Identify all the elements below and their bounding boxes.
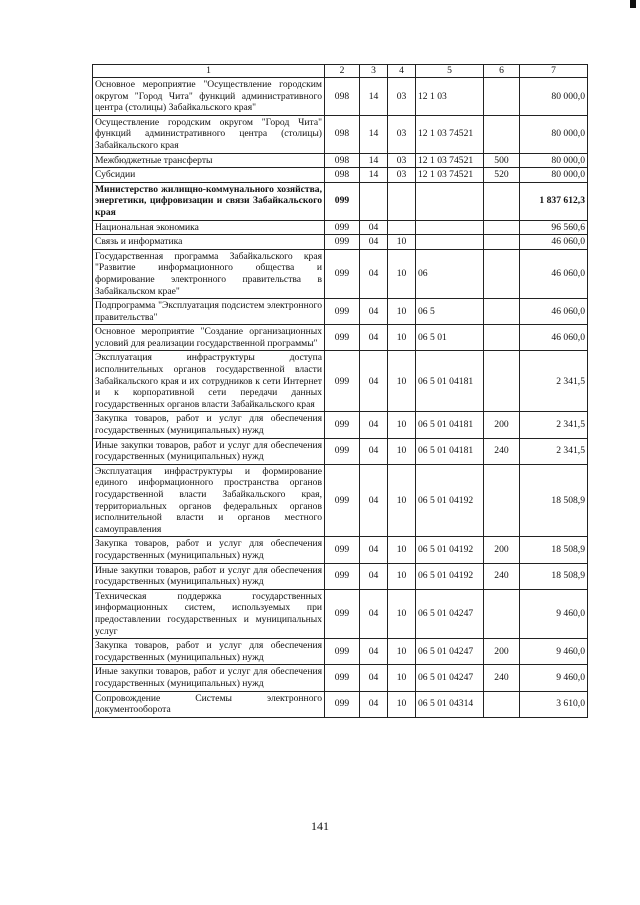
cell-expense-type: 200	[484, 537, 520, 563]
cell-expense-type: 500	[484, 153, 520, 168]
cell-amount: 46 060,0	[520, 299, 588, 325]
header-col-5: 5	[416, 65, 484, 78]
cell-expense-type: 240	[484, 665, 520, 691]
cell-section-code: 04	[360, 438, 388, 464]
cell-name: Эксплуатация инфраструктуры доступа исполнительных органов государственной власти Забайкальского края и их сотрудников к сети Интернет и к корпоративной сети передачи данных государственных органов власти Забайкальского края	[93, 351, 325, 412]
cell-amount: 9 460,0	[520, 589, 588, 638]
cell-target-article	[416, 220, 484, 235]
cell-amount: 18 508,9	[520, 563, 588, 589]
cell-expense-type	[484, 589, 520, 638]
cell-subsection-code	[388, 182, 416, 220]
cell-expense-type	[484, 78, 520, 116]
cell-amount: 2 341,5	[520, 351, 588, 412]
cell-ved-code: 098	[325, 153, 360, 168]
cell-ved-code: 099	[325, 464, 360, 537]
cell-name: Эксплуатация инфраструктуры и формирование единого информационного пространства органов государственной власти Забайкальского края, территориальных органов федеральных органов исполнительной власти и органов местного самоуправления	[93, 464, 325, 537]
cell-target-article: 06 5 01 04181	[416, 351, 484, 412]
cell-amount: 9 460,0	[520, 639, 588, 665]
cell-section-code: 04	[360, 351, 388, 412]
cell-amount: 18 508,9	[520, 464, 588, 537]
cell-name: Субсидии	[93, 168, 325, 183]
cell-amount: 46 060,0	[520, 249, 588, 298]
cell-target-article: 06 5 01 04247	[416, 589, 484, 638]
cell-target-article: 06 5 01	[416, 325, 484, 351]
cell-amount: 1 837 612,3	[520, 182, 588, 220]
table-row	[93, 299, 588, 325]
cell-section-code: 04	[360, 464, 388, 537]
cell-target-article: 06	[416, 249, 484, 298]
cell-expense-type: 200	[484, 639, 520, 665]
table-row	[93, 220, 588, 235]
cell-amount: 80 000,0	[520, 115, 588, 153]
cell-target-article: 06 5 01 04314	[416, 691, 484, 717]
cell-name: Закупка товаров, работ и услуг для обеспечения государственных (муниципальных) нужд	[93, 639, 325, 665]
cell-amount: 46 060,0	[520, 235, 588, 250]
cell-ved-code: 099	[325, 438, 360, 464]
cell-section-code: 04	[360, 589, 388, 638]
cell-amount: 96 560,6	[520, 220, 588, 235]
cell-ved-code: 098	[325, 78, 360, 116]
cell-subsection-code: 10	[388, 351, 416, 412]
table-body	[93, 78, 588, 718]
cell-target-article: 12 1 03	[416, 78, 484, 116]
cell-expense-type	[484, 235, 520, 250]
cell-subsection-code: 10	[388, 589, 416, 638]
cell-amount: 80 000,0	[520, 78, 588, 116]
table-row	[93, 412, 588, 438]
cell-section-code: 14	[360, 153, 388, 168]
cell-subsection-code: 03	[388, 78, 416, 116]
table-row	[93, 537, 588, 563]
cell-ved-code: 099	[325, 537, 360, 563]
budget-table	[92, 64, 588, 718]
cell-section-code: 04	[360, 537, 388, 563]
cell-target-article: 06 5 01 04192	[416, 464, 484, 537]
cell-name: Подпрограмма "Эксплуатация подсистем электронного правительства"	[93, 299, 325, 325]
header-col-7: 7	[520, 65, 588, 78]
scan-corner-mark	[630, 0, 636, 8]
cell-target-article: 06 5 01 04247	[416, 665, 484, 691]
cell-expense-type	[484, 220, 520, 235]
cell-expense-type	[484, 691, 520, 717]
cell-expense-type: 240	[484, 438, 520, 464]
table-row	[93, 168, 588, 183]
header-col-4: 4	[388, 65, 416, 78]
cell-name: Иные закупки товаров, работ и услуг для обеспечения государственных (муниципальных) нужд	[93, 563, 325, 589]
table-row	[93, 665, 588, 691]
cell-subsection-code: 10	[388, 299, 416, 325]
cell-subsection-code: 03	[388, 115, 416, 153]
cell-section-code: 04	[360, 299, 388, 325]
cell-subsection-code: 03	[388, 168, 416, 183]
cell-section-code: 04	[360, 412, 388, 438]
cell-expense-type: 240	[484, 563, 520, 589]
page-number: 141	[311, 819, 329, 833]
cell-expense-type	[484, 299, 520, 325]
table-header-row	[93, 65, 588, 78]
table-row	[93, 351, 588, 412]
cell-target-article: 06 5 01 04192	[416, 563, 484, 589]
cell-subsection-code: 10	[388, 412, 416, 438]
cell-subsection-code: 10	[388, 537, 416, 563]
header-col-3: 3	[360, 65, 388, 78]
cell-subsection-code: 10	[388, 464, 416, 537]
cell-section-code: 04	[360, 639, 388, 665]
cell-ved-code: 099	[325, 182, 360, 220]
cell-ved-code: 099	[325, 325, 360, 351]
table-row	[93, 78, 588, 116]
cell-amount: 18 508,9	[520, 537, 588, 563]
cell-ved-code: 099	[325, 639, 360, 665]
cell-section-code: 04	[360, 563, 388, 589]
cell-subsection-code: 03	[388, 153, 416, 168]
cell-expense-type: 200	[484, 412, 520, 438]
table-row	[93, 438, 588, 464]
cell-subsection-code: 10	[388, 691, 416, 717]
cell-amount: 2 341,5	[520, 412, 588, 438]
header-col-6: 6	[484, 65, 520, 78]
cell-name: Национальная экономика	[93, 220, 325, 235]
header-col-1: 1	[93, 65, 325, 78]
cell-name: Иные закупки товаров, работ и услуг для обеспечения государственных (муниципальных) нужд	[93, 438, 325, 464]
cell-section-code	[360, 182, 388, 220]
cell-section-code: 04	[360, 220, 388, 235]
table-row	[93, 325, 588, 351]
table-row	[93, 691, 588, 717]
cell-expense-type	[484, 464, 520, 537]
table-row	[93, 464, 588, 537]
cell-section-code: 14	[360, 78, 388, 116]
cell-name: Закупка товаров, работ и услуг для обеспечения государственных (муниципальных) нужд	[93, 537, 325, 563]
cell-section-code: 04	[360, 249, 388, 298]
cell-amount: 9 460,0	[520, 665, 588, 691]
cell-ved-code: 099	[325, 351, 360, 412]
cell-ved-code: 099	[325, 299, 360, 325]
table-row	[93, 639, 588, 665]
cell-name: Закупка товаров, работ и услуг для обеспечения государственных (муниципальных) нужд	[93, 412, 325, 438]
cell-target-article	[416, 182, 484, 220]
cell-expense-type: 520	[484, 168, 520, 183]
cell-expense-type	[484, 182, 520, 220]
cell-name: Министерство жилищно-коммунального хозяйства, энергетики, цифровизации и связи Забайкальского края	[93, 182, 325, 220]
cell-target-article: 06 5 01 04181	[416, 412, 484, 438]
cell-ved-code: 099	[325, 691, 360, 717]
cell-target-article: 12 1 03 74521	[416, 168, 484, 183]
cell-name: Межбюджетные трансферты	[93, 153, 325, 168]
cell-expense-type	[484, 325, 520, 351]
cell-subsection-code: 10	[388, 249, 416, 298]
header-col-2: 2	[325, 65, 360, 78]
cell-ved-code: 099	[325, 220, 360, 235]
cell-expense-type	[484, 249, 520, 298]
cell-ved-code: 099	[325, 249, 360, 298]
cell-section-code: 14	[360, 168, 388, 183]
table-row	[93, 153, 588, 168]
cell-amount: 3 610,0	[520, 691, 588, 717]
cell-subsection-code: 10	[388, 665, 416, 691]
cell-name: Техническая поддержка государственных информационных систем, используемых при предоставлении государственных и муниципальных услуг	[93, 589, 325, 638]
cell-target-article: 06 5 01 04181	[416, 438, 484, 464]
cell-subsection-code: 10	[388, 438, 416, 464]
cell-name: Государственная программа Забайкальского края "Развитие информационного общества и формирование электронного правительства в Забайкальском крае"	[93, 249, 325, 298]
cell-section-code: 04	[360, 691, 388, 717]
cell-subsection-code: 10	[388, 235, 416, 250]
cell-name: Иные закупки товаров, работ и услуг для обеспечения государственных (муниципальных) нужд	[93, 665, 325, 691]
cell-amount: 2 341,5	[520, 438, 588, 464]
cell-target-article: 06 5	[416, 299, 484, 325]
cell-ved-code: 099	[325, 563, 360, 589]
cell-name: Основное мероприятие "Осуществление городским округом "Город Чита" функций административного центра (столицы) Забайкальского края"	[93, 78, 325, 116]
cell-subsection-code: 10	[388, 325, 416, 351]
cell-ved-code: 099	[325, 589, 360, 638]
cell-subsection-code: 10	[388, 563, 416, 589]
table-row	[93, 563, 588, 589]
cell-amount: 46 060,0	[520, 325, 588, 351]
cell-ved-code: 099	[325, 235, 360, 250]
cell-amount: 80 000,0	[520, 153, 588, 168]
cell-section-code: 04	[360, 325, 388, 351]
cell-expense-type	[484, 351, 520, 412]
cell-section-code: 14	[360, 115, 388, 153]
cell-target-article: 06 5 01 04247	[416, 639, 484, 665]
cell-ved-code: 098	[325, 168, 360, 183]
cell-amount: 80 000,0	[520, 168, 588, 183]
table-row	[93, 589, 588, 638]
cell-target-article: 06 5 01 04192	[416, 537, 484, 563]
cell-ved-code: 099	[325, 412, 360, 438]
cell-name: Основное мероприятие "Создание организационных условий для реализации государственной программы"	[93, 325, 325, 351]
cell-section-code: 04	[360, 665, 388, 691]
table-row	[93, 182, 588, 220]
cell-expense-type	[484, 115, 520, 153]
cell-target-article: 12 1 03 74521	[416, 115, 484, 153]
cell-target-article	[416, 235, 484, 250]
table-row	[93, 249, 588, 298]
cell-subsection-code: 10	[388, 639, 416, 665]
cell-target-article: 12 1 03 74521	[416, 153, 484, 168]
cell-name: Связь и информатика	[93, 235, 325, 250]
cell-ved-code: 099	[325, 665, 360, 691]
table-row	[93, 115, 588, 153]
table-row	[93, 235, 588, 250]
cell-name: Осуществление городским округом "Город Чита" функций административного центра (столицы) Забайкальского края	[93, 115, 325, 153]
cell-ved-code: 098	[325, 115, 360, 153]
cell-section-code: 04	[360, 235, 388, 250]
cell-name: Сопровождение Системы электронного документооборота	[93, 691, 325, 717]
cell-subsection-code	[388, 220, 416, 235]
